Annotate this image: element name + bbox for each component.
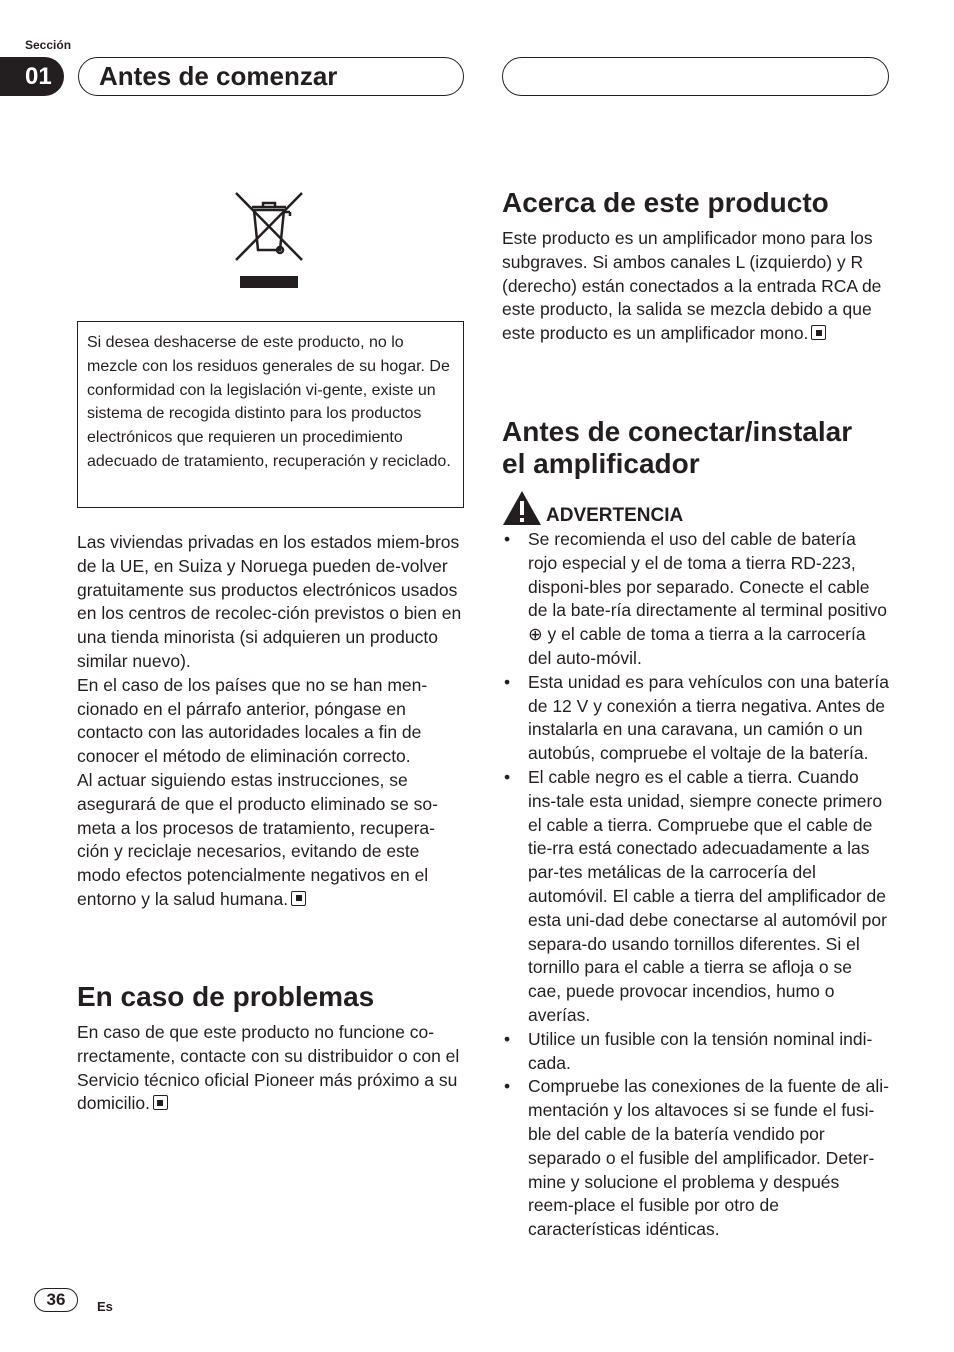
left-column-text: [77, 531, 464, 912]
about-heading: Acerca de este producto: [502, 187, 829, 218]
warning-item: • Se recomienda el uso del cable de batería rojo especial y el de toma a tierra RD-223, disponi-bles por separado. Conecte el cable de la bate-ría directamente al terminal positivo ⊕ y el cable de toma a tierra a la carrocería del auto-móvil.: [502, 528, 889, 671]
language-code: Es: [97, 1299, 113, 1314]
disposal-notice-text: Si desea deshacerse de este producto, no lo mezcle con los residuos generales de su hogar. De conformidad con la legislación vi-gente, existe un sistema de recogida distinto para los productos electrónicos que requieren un procedimiento adecuado de tratamiento, recuperación y reciclado.: [87, 334, 451, 470]
problems-paragraph: En caso de que este producto no funcione co-rrectamente, contacte con su distribuidor o con el Servicio técnico oficial Pioneer más próximo a su domicilio.: [77, 1022, 460, 1114]
disposal-paragraph-1: Las viviendas privadas en los estados miem-bros de la UE, en Suiza y Noruega pueden de-volver gratuitamente sus productos electrónicos usados en los centros de recolec-ción previstos o bien en una tienda minorista (si adquieren un producto similar nuevo).: [77, 532, 462, 671]
end-of-section-icon: [153, 1095, 168, 1110]
warning-triangle-icon: [502, 490, 542, 526]
problems-heading: En caso de problemas: [77, 981, 375, 1012]
page-number: 36: [34, 1288, 78, 1312]
install-heading: [502, 416, 889, 480]
weee-crossed-bin-icon: [234, 190, 304, 290]
disposal-paragraph-3: Al actuar siguiendo estas instrucciones, se asegurará de que el producto eliminado se so-meta a los procesos de tratamiento, recupera-ción y reciclaje necesarios, evitando de este modo efectos potencialmente negativos en el entorno y la salud humana.: [77, 769, 438, 909]
end-of-section-icon: [811, 325, 826, 340]
section-number-badge: 01: [0, 57, 64, 96]
end-of-section-icon: [291, 891, 306, 906]
disposal-notice-box: [77, 321, 464, 508]
warning-item: • Utilice un fusible con la tensión nominal indi-cada.: [502, 1028, 889, 1076]
warning-label: ADVERTENCIA: [546, 505, 684, 526]
about-paragraph: Este producto es un amplificador mono para los subgraves. Si ambos canales L (izquierdo) y R (derecho) están conectados a la entrada RCA de este producto, la salida se mezcla debido a que este producto es un amplificador mono.: [502, 228, 882, 344]
section-title: Antes de comenzar: [78, 57, 464, 96]
warning-item: • Esta unidad es para vehículos con una batería de 12 V y conexión a tierra negativa. Antes de instalarla en una caravana, un camión o un autobús, compruebe el voltaje de la batería.: [502, 671, 889, 766]
warning-list: [502, 528, 889, 1242]
header-empty-tab: [502, 57, 889, 96]
install-heading-line-1: Antes de conectar/instalar: [502, 416, 853, 447]
warning-item: • El cable negro es el cable a tierra. Cuando ins-tale esta unidad, siempre conecte primero el cable a tierra. Compruebe que el cable de tie-rra está conectado adecuadamente a las par-tes metálicas de la carrocería del automóvil. El cable a tierra del amplificador de esta uni-dad debe conectarse al automóvil por separa-do usando tornillos diferentes. Si el tornillo para el cable a tierra se afloja o se cae, puede provocar incendios, humo o averías.: [502, 766, 889, 1028]
section-label: Sección: [25, 38, 72, 52]
warning-item: • Compruebe las conexiones de la fuente de ali-mentación y los altavoces si se funde el fusi-ble del cable de la batería vendido por separado o el fusible del amplificador. Deter-mine y solucione el problema y después reem-place el fusible por otro de características idénticas.: [502, 1075, 889, 1242]
install-heading-line-2: el amplificador: [502, 448, 700, 479]
disposal-paragraph-2: En el caso de los países que no se han men-cionado en el párrafo anterior, póngase en contacto con las autoridades locales a fin de conocer el método de eliminación correcto.: [77, 674, 428, 767]
